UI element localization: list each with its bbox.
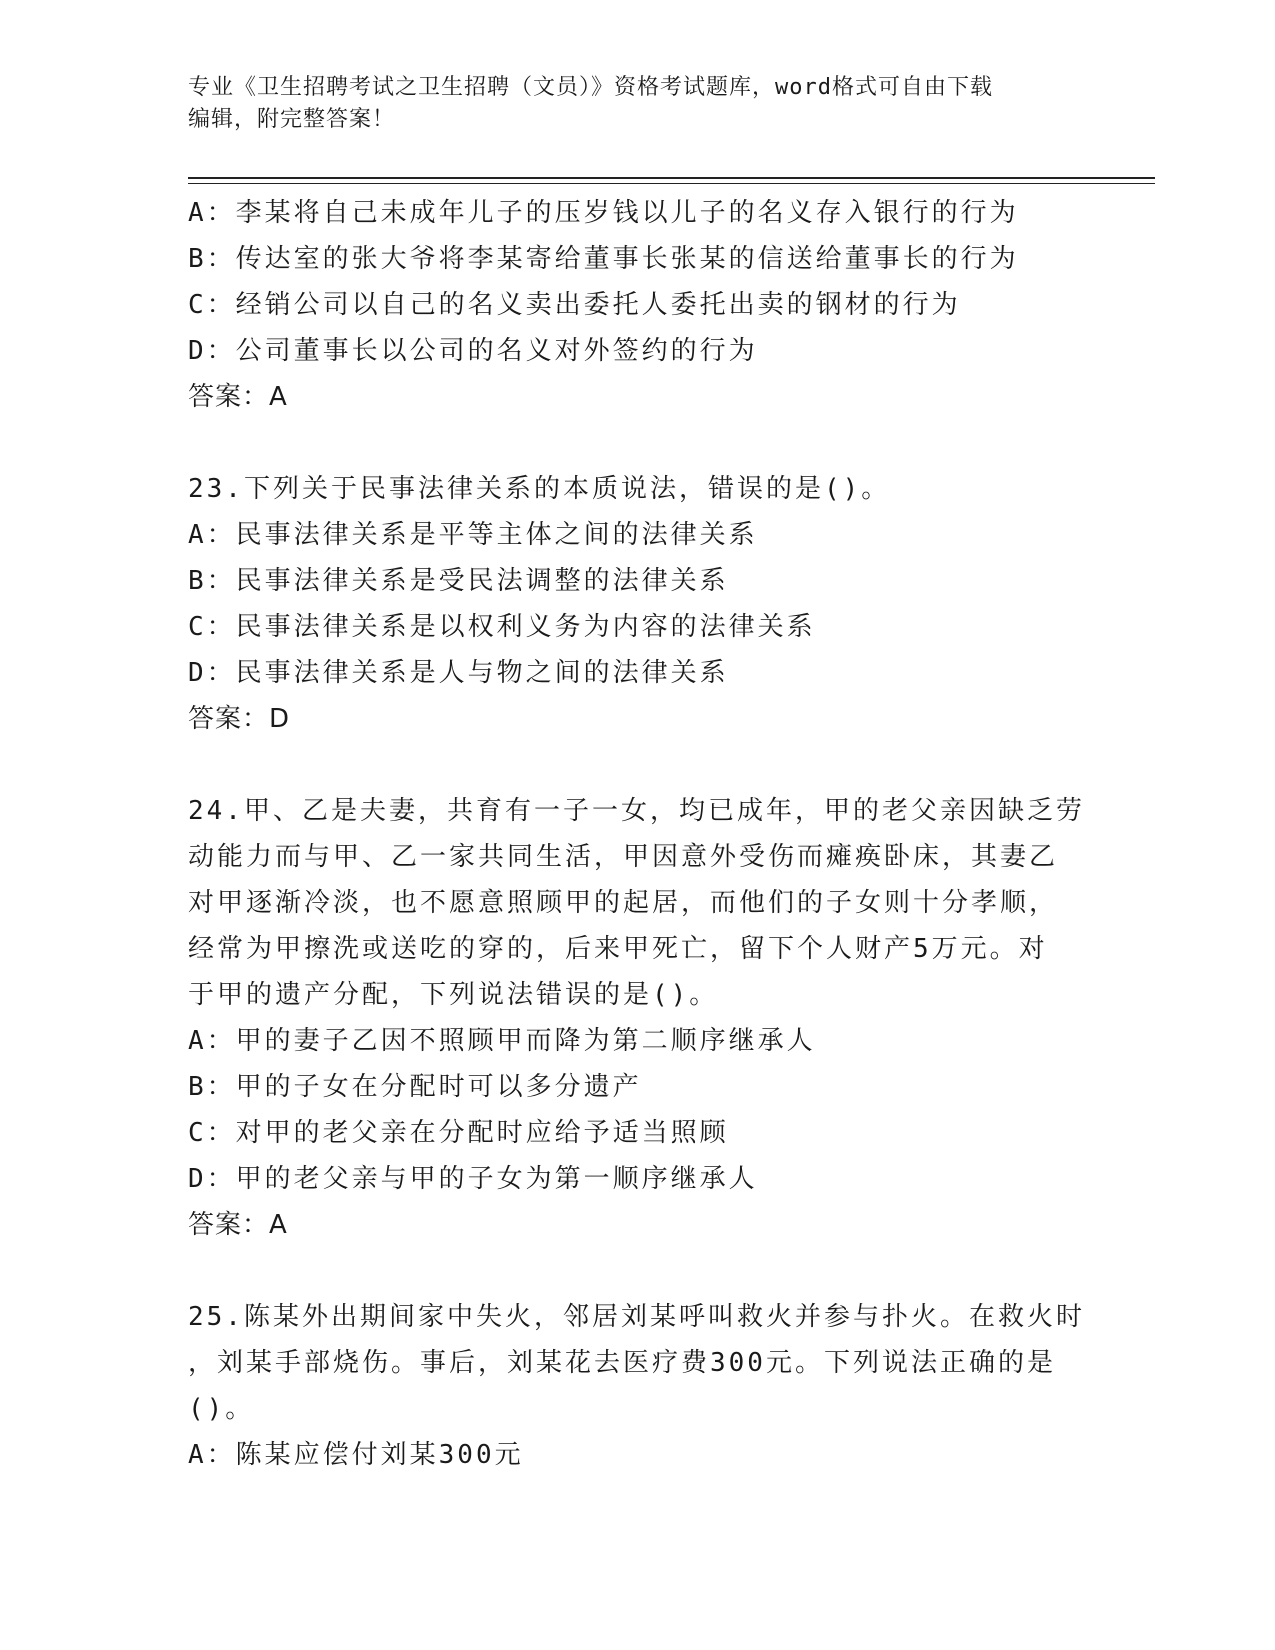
q22-option-c: C：经销公司以自己的名义卖出委托人委托出卖的钢材的行为 [188,290,961,320]
q24-stem-line: 于甲的遗产分配，下列说法错误的是()。 [188,980,719,1010]
question-25-block [188,1294,1088,1478]
q23-option-b: B：民事法律关系是受民法调整的法律关系 [188,566,729,596]
q23-answer: 答案：D [188,704,291,734]
spacer [188,742,1088,788]
q24-stem-line: 经常为甲擦洗或送吃的穿的，后来甲死亡，留下个人财产5万元。对 [188,934,1048,964]
q22-option-a: A：李某将自己未成年儿子的压岁钱以儿子的名义存入银行的行为 [188,198,1019,228]
question-24-block [188,788,1088,1248]
q23-option-c: C：民事法律关系是以权利义务为内容的法律关系 [188,612,816,642]
q23-option-a: A：民事法律关系是平等主体之间的法律关系 [188,520,758,550]
q25-stem-line: ，刘某手部烧伤。事后，刘某花去医疗费300元。下列说法正确的是 [188,1348,1056,1378]
q25-option-a: A：陈某应偿付刘某300元 [188,1440,524,1470]
document-header [188,72,1068,136]
q22-answer: 答案：A [188,382,288,412]
question-23-block [188,466,1088,742]
header-line-2: 编辑，附完整答案！ [188,107,396,132]
question-content [188,190,1088,1478]
header-rule-thin [188,183,1155,184]
q22-option-b: B：传达室的张大爷将李某寄给董事长张某的信送给董事长的行为 [188,244,1019,274]
q24-option-b: B：甲的子女在分配时可以多分遗产 [188,1072,642,1102]
question-22-block [188,190,1088,420]
q24-option-d: D：甲的老父亲与甲的子女为第一顺序继承人 [188,1164,758,1194]
q22-option-d: D：公司董事长以公司的名义对外签约的行为 [188,336,758,366]
q24-option-c: C：对甲的老父亲在分配时应给予适当照顾 [188,1118,729,1148]
header-rule-thick [188,177,1155,179]
q23-stem: 23.下列关于民事法律关系的本质说法，错误的是()。 [188,474,891,504]
q24-option-a: A：甲的妻子乙因不照顾甲而降为第二顺序继承人 [188,1026,816,1056]
spacer [188,420,1088,466]
q24-stem-line: 动能力而与甲、乙一家共同生活，甲因意外受伤而瘫痪卧床，其妻乙 [188,842,1059,872]
spacer [188,1248,1088,1294]
q24-answer: 答案：A [188,1210,288,1240]
q25-stem-line: 25.陈某外出期间家中失火，邻居刘某呼叫救火并参与扑火。在救火时 [188,1302,1085,1332]
q25-stem-line: ()。 [188,1394,255,1424]
header-line-1: 专业《卫生招聘考试之卫生招聘（文员）》资格考试题库，word格式可自由下载 [188,75,993,100]
q24-stem-line: 24.甲、乙是夫妻，共育有一子一女，均已成年，甲的老父亲因缺乏劳 [188,796,1085,826]
q24-stem-line: 对甲逐渐冷淡，也不愿意照顾甲的起居，而他们的子女则十分孝顺， [188,888,1059,918]
q23-option-d: D：民事法律关系是人与物之间的法律关系 [188,658,729,688]
